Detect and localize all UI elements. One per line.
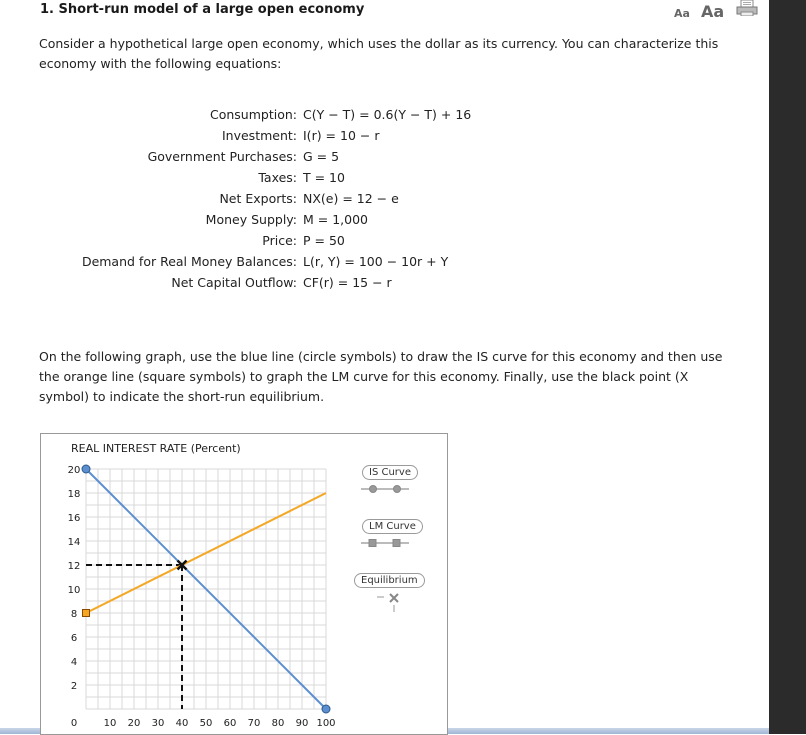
x-tick-label: 60 bbox=[223, 718, 237, 729]
x-tick-label: 70 bbox=[247, 718, 261, 729]
x-tick-label: 20 bbox=[127, 718, 141, 729]
x-tick-label: 50 bbox=[199, 718, 213, 729]
y-tick-label: 2 bbox=[70, 681, 78, 692]
font-larger-button[interactable]: Aa bbox=[701, 2, 725, 21]
equation-label: Net Capital Outflow: bbox=[171, 275, 297, 290]
intro-text: Consider a hypothetical large open economy, which uses the dollar as its currency. You can characterize this economy with the following equations: bbox=[39, 36, 719, 71]
equation-value: C(Y − T) = 0.6(Y − T) + 16 bbox=[303, 107, 472, 122]
lm-curve-tool-icon[interactable] bbox=[359, 537, 411, 549]
y-tick-label: 12 bbox=[67, 561, 81, 572]
equation-value: P = 50 bbox=[303, 233, 345, 248]
is-curve-tool-icon[interactable] bbox=[359, 483, 411, 495]
equation-row bbox=[80, 125, 471, 146]
equation-row bbox=[80, 188, 471, 209]
equation-row bbox=[80, 251, 471, 272]
lm-curve-legend-button[interactable]: LM Curve bbox=[362, 519, 423, 534]
y-tick-label: 4 bbox=[70, 657, 78, 668]
equation-row bbox=[80, 272, 471, 293]
instructions-text: On the following graph, use the blue line (circle symbols) to draw the IS curve for this economy and then use the orange line (square symbols) to graph the LM curve for this economy. Finally, use the black point (X symbol) to indicate the short-run equilibrium. bbox=[39, 349, 723, 404]
equation-label: Taxes: bbox=[258, 170, 297, 185]
equation-value: M = 1,000 bbox=[303, 212, 368, 227]
equation-row bbox=[80, 104, 471, 125]
print-icon[interactable] bbox=[736, 0, 758, 16]
equation-label: Net Exports: bbox=[219, 191, 297, 206]
font-smaller-button[interactable]: Aa bbox=[674, 7, 690, 20]
x-tick-label: 90 bbox=[295, 718, 309, 729]
graph-panel bbox=[40, 433, 448, 735]
equation-label: Demand for Real Money Balances: bbox=[81, 254, 297, 269]
y-tick-label: 18 bbox=[67, 489, 81, 500]
y-tick-label: 16 bbox=[67, 513, 81, 524]
font-size-controls bbox=[674, 2, 724, 21]
x-tick-label: 10 bbox=[103, 718, 117, 729]
y-tick-label: 6 bbox=[70, 633, 78, 644]
equation-value: NX(e) = 12 − e bbox=[303, 191, 399, 206]
y-tick-label: 8 bbox=[70, 609, 78, 620]
equation-value: I(r) = 10 − r bbox=[303, 128, 380, 143]
equation-value: CF(r) = 15 − r bbox=[303, 275, 392, 290]
equation-label: Consumption: bbox=[210, 107, 297, 122]
y-tick-label: 20 bbox=[67, 465, 81, 476]
lm-curve-point bbox=[83, 610, 90, 617]
equation-label: Price: bbox=[262, 233, 297, 248]
x-tick-label: 0 bbox=[70, 718, 78, 729]
question-title: 1. Short-run model of a large open economy bbox=[40, 2, 365, 17]
x-tick-label: 80 bbox=[271, 718, 285, 729]
equation-row bbox=[80, 209, 471, 230]
y-tick-label: 10 bbox=[67, 585, 81, 596]
equation-label: Money Supply: bbox=[205, 212, 297, 227]
equation-list bbox=[80, 104, 471, 293]
y-axis-title: REAL INTEREST RATE (Percent) bbox=[71, 442, 241, 455]
is-curve-legend-button[interactable]: IS Curve bbox=[362, 465, 418, 480]
equation-value: T = 10 bbox=[303, 170, 345, 185]
x-tick-label: 30 bbox=[151, 718, 165, 729]
equation-label: Investment: bbox=[221, 128, 297, 143]
equilibrium-tool-icon[interactable] bbox=[374, 590, 404, 614]
equation-value: L(r, Y) = 100 − 10r + Y bbox=[303, 254, 449, 269]
window-right-edge bbox=[769, 0, 806, 734]
equation-label: Government Purchases: bbox=[147, 149, 297, 164]
x-tick-label: 100 bbox=[316, 718, 336, 729]
equilibrium-legend-button[interactable]: Equilibrium bbox=[354, 573, 425, 588]
equation-row bbox=[80, 167, 471, 188]
equation-row bbox=[80, 146, 471, 167]
y-tick-label: 14 bbox=[67, 537, 81, 548]
is-curve-point bbox=[82, 465, 90, 473]
equation-value: G = 5 bbox=[303, 149, 340, 164]
equation-row bbox=[80, 230, 471, 251]
x-tick-label: 40 bbox=[175, 718, 189, 729]
is-curve-point bbox=[322, 705, 330, 713]
